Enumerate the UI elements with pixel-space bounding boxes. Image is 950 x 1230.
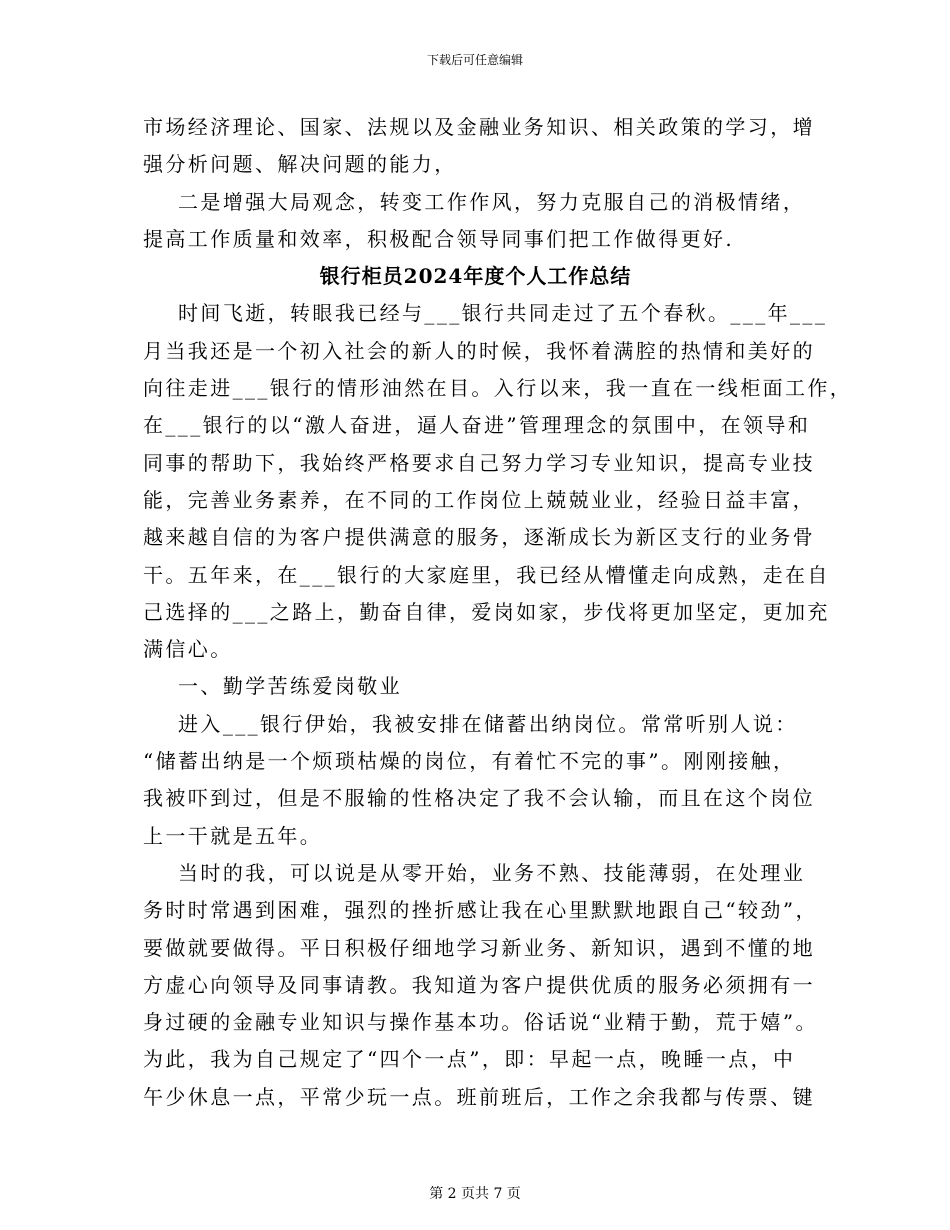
text-line: 能，完善业务素养，在不同的工作岗位上兢兢业业，经验日益丰富， <box>143 487 815 512</box>
text-line: 满信心。 <box>143 637 233 662</box>
document-title: 银行柜员2024年度个人工作总结 <box>319 264 632 289</box>
text-line: 干。五年来，在___银行的大家庭里，我已经从懵懂走向成熟，走在自 <box>143 562 830 587</box>
text-line: 月当我还是一个初入社会的新人的时候，我怀着满腔的热情和美好的 <box>143 338 815 363</box>
section-heading: 一、勤学苦练爱岗敬业 <box>143 674 403 699</box>
text-line: 午少休息一点，平常少玩一点。班前班后，工作之余我都与传票、键 <box>143 1084 815 1109</box>
text-line: 越来越自信的为客户提供满意的服务，逐渐成长为新区支行的业务骨 <box>143 525 815 550</box>
text-line: 为此，我为自己规定了“四个一点”，即：早起一点，晚睡一点，中 <box>143 1047 796 1072</box>
text-line: 提高工作质量和效率，积极配合领导同事们把工作做得更好. <box>143 226 735 251</box>
text-line: 市场经济理论、国家、法规以及金融业务知识、相关政策的学习，增 <box>143 115 815 139</box>
text-line: 进入___银行伊始，我被安排在储蓄出纳岗位。常常听别人说： <box>143 711 798 736</box>
page-footer: 第 2 页共 7 页 <box>429 1186 521 1202</box>
text-line: 务时时常遇到困难，强烈的挫折感让我在心里默默地跟自己“较劲”， <box>143 898 818 923</box>
text-line: 方虚心向领导及同事请教。我知道为客户提供优质的服务必须拥有一 <box>143 972 815 997</box>
text-line: “储蓄出纳是一个烦琐枯燥的岗位，有着忙不完的事”。刚刚接触， <box>143 749 796 774</box>
text-line: 身过硬的金融专业知识与操作基本功。俗话说“业精于勤，荒于嬉”。 <box>143 1010 818 1035</box>
text-line: 时间飞逝，转眼我已经与___银行共同走过了五个春秋。___年___ <box>143 301 828 326</box>
text-line: 上一干就是五年。 <box>143 823 323 848</box>
text-line: 同事的帮助下，我始终严格要求自己努力学习专业知识，提高专业技 <box>143 450 815 475</box>
text-line: 己选择的___之路上，勤奋自律，爱岗如家，步伐将更加坚定，更加充 <box>143 599 830 624</box>
document-body <box>143 109 853 1116</box>
page-header: 下载后可任意编辑 <box>426 53 523 67</box>
text-line: 要做就要做得。平日积极仔细地学习新业务、新知识，遇到不懂的地 <box>143 935 815 960</box>
text-line: 我被吓到过，但是不服输的性格决定了我不会认输，而且在这个岗位 <box>143 786 815 811</box>
text-line: 在___银行的以“激人奋进，逼人奋进”管理理念的氛围中，在领导和 <box>143 413 811 438</box>
text-line: 二是增强大局观念，转变工作作风，努力克服自己的消极情绪， <box>143 189 806 214</box>
text-line: 强分析问题、解决问题的能力， <box>143 152 457 177</box>
text-line: 向往走进___银行的情形油然在目。入行以来，我一直在一线柜面工作， <box>143 376 853 401</box>
text-line: 当时的我，可以说是从零开始，业务不熟、技能薄弱，在处理业 <box>143 860 806 885</box>
